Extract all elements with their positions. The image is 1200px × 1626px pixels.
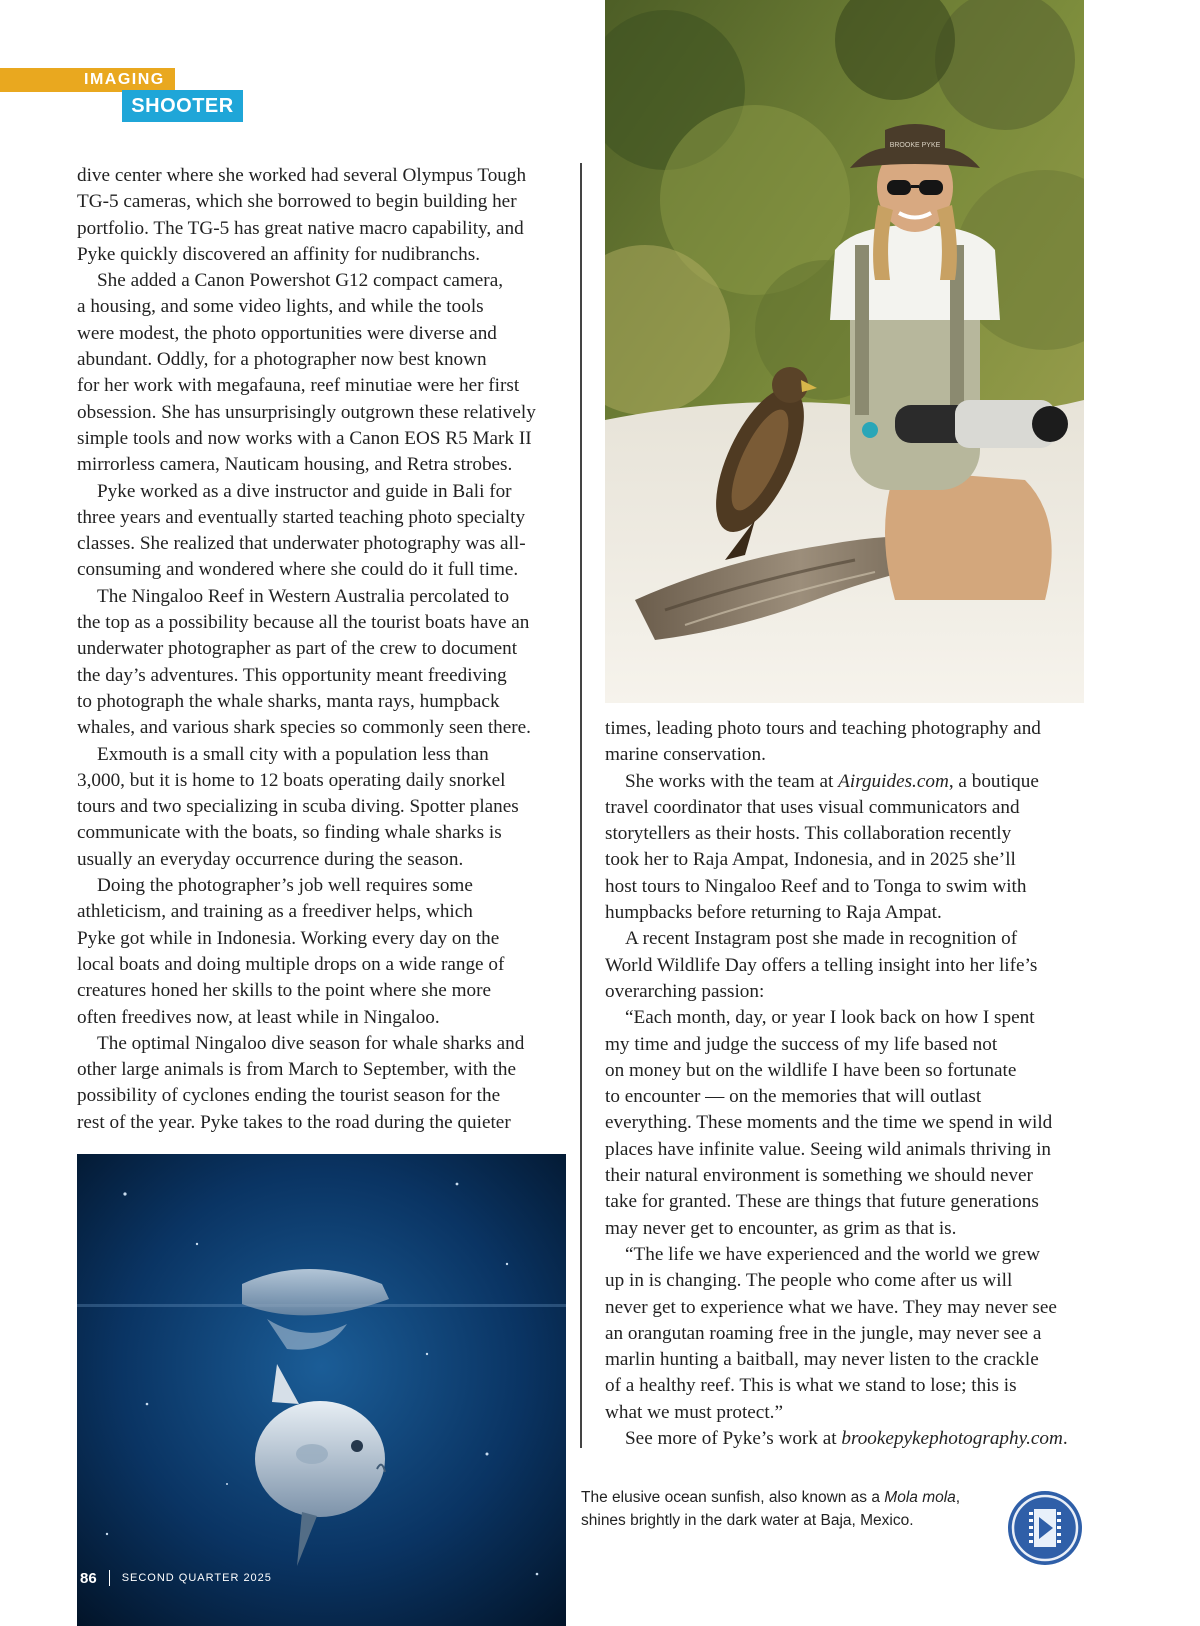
article-column-left xyxy=(77,163,577,1136)
issue-label: SECOND QUARTER 2025 xyxy=(121,1572,272,1584)
body-line: overarching passion: xyxy=(605,980,765,1002)
body-line: a housing, and some video lights, and while the tools xyxy=(77,296,484,318)
body-line: other large animals is from March to September, with the xyxy=(77,1059,517,1081)
body-line: She added a Canon Powershot G12 compact camera, xyxy=(97,270,504,292)
body-line: of a healthy reef. This is what we stand to lose; this is xyxy=(605,1375,1017,1397)
website-link[interactable]: brookepykephotography.com xyxy=(841,1428,1063,1450)
body-line: consuming and wondered where she could do it full time. xyxy=(77,559,519,581)
body-line xyxy=(605,769,1095,795)
caption-line: shines brightly in the dark water at Baja, Mexico. xyxy=(581,1512,914,1529)
body-line: the day’s adventures. This opportunity meant freediving xyxy=(77,664,507,686)
body-line: “The life we have experienced and the world we grew xyxy=(625,1243,1040,1265)
body-text: , a boutique xyxy=(948,770,1039,792)
article-column-right xyxy=(605,716,1095,1452)
body-line: A recent Instagram post she made in recognition of xyxy=(625,928,1018,950)
body-line: “Each month, day, or year I look back on how I spent xyxy=(625,1007,1035,1029)
body-line: athleticism, and training as a freediver helps, which xyxy=(77,901,473,923)
body-line: took her to Raja Ampat, Indonesia, and in 2025 she’ll xyxy=(605,849,1016,871)
body-line: an orangutan roaming free in the jungle, may never see a xyxy=(605,1322,1042,1344)
photo-caption xyxy=(581,1486,1001,1532)
body-line: for her work with megafauna, reef minutiae were her first xyxy=(77,375,520,397)
body-line: were modest, the photo opportunities were diverse and xyxy=(77,322,497,344)
footer-divider xyxy=(109,1570,110,1586)
body-line: tours and two specializing in scuba diving. Spotter planes xyxy=(77,796,519,818)
body-line: Pyke quickly discovered an affinity for nudibranchs. xyxy=(77,243,481,265)
body-line: dive center where she worked had several Olympus Tough xyxy=(77,165,527,186)
body-line xyxy=(605,1426,1095,1452)
body-line: their natural environment is something we should never xyxy=(605,1165,1033,1187)
body-line: underwater photographer as part of the crew to document xyxy=(77,638,518,660)
body-line: communicate with the boats, so finding whale sharks is xyxy=(77,822,502,844)
body-line: portfolio. The TG-5 has great native macro capability, and xyxy=(77,217,524,239)
body-line: to photograph the whale sharks, manta rays, humpback xyxy=(77,690,500,712)
body-line: my time and judge the success of my life based not xyxy=(605,1033,998,1055)
body-line: simple tools and now works with a Canon EOS R5 Mark II xyxy=(77,427,532,449)
body-line: humpbacks before returning to Raja Ampat. xyxy=(605,902,942,924)
body-line: possibility of cyclones ending the tourist season for the xyxy=(77,1085,501,1107)
page-number: 86 xyxy=(80,1569,97,1587)
body-line: marlin hunting a baitball, may never listen to the crackle xyxy=(605,1349,1039,1371)
hat-text: BROOKE PYKE xyxy=(889,142,941,149)
page-footer xyxy=(80,1568,272,1588)
body-line: up in is changing. The people who come after us will xyxy=(605,1270,1013,1292)
body-line: local boats and doing multiple drops on a wide range of xyxy=(77,953,505,975)
body-text: She works with the team at xyxy=(625,770,839,792)
body-line: mirrorless camera, Nauticam housing, and Retra strobes. xyxy=(77,454,513,476)
video-play-icon[interactable] xyxy=(1006,1489,1084,1567)
body-text: See more of Pyke’s work at xyxy=(625,1428,842,1450)
column-divider xyxy=(580,163,582,1448)
body-line: 3,000, but it is home to 12 boats operating daily snorkel xyxy=(77,769,506,791)
body-line: may never get to encounter, as grim as that is. xyxy=(605,1217,957,1239)
body-line: host tours to Ningaloo Reef and to Tonga to swim with xyxy=(605,875,1027,897)
body-line: what we must protect.” xyxy=(605,1401,783,1423)
section-tag-shooter: SHOOTER xyxy=(122,90,243,122)
body-line: The optimal Ningaloo dive season for whale sharks and xyxy=(97,1032,525,1054)
body-line: everything. These moments and the time we spend in wild xyxy=(605,1112,1053,1134)
caption-text: The elusive ocean sunfish, also known as a xyxy=(581,1489,885,1506)
body-line: on money but on the wildlife I have been so fortunate xyxy=(605,1059,1017,1081)
website-airguides: Airguides.com xyxy=(838,770,949,792)
body-line: World Wildlife Day offers a telling insight into her life’s xyxy=(605,954,1038,976)
body-line: obsession. She has unsurprisingly outgrown these relatively xyxy=(77,401,536,423)
caption-species-name: Mola mola xyxy=(884,1489,956,1506)
body-line: rest of the year. Pyke takes to the road during the quieter xyxy=(77,1111,511,1133)
body-line: take for granted. These are things that future generations xyxy=(605,1191,1039,1213)
body-line: classes. She realized that underwater photography was all- xyxy=(77,533,526,555)
body-line: Doing the photographer’s job well requires some xyxy=(97,875,473,897)
body-line: abundant. Oddly, for a photographer now best known xyxy=(77,349,487,371)
caption-line xyxy=(581,1486,1001,1509)
body-line: the top as a possibility because all the tourist boats have an xyxy=(77,612,530,634)
body-line: Pyke got while in Indonesia. Working every day on the xyxy=(77,927,500,949)
photo-ocean-sunfish xyxy=(77,1154,566,1626)
body-line: times, leading photo tours and teaching photography and xyxy=(605,718,1041,739)
photo-photographer-with-hawk xyxy=(605,0,1084,703)
body-line: travel coordinator that uses visual communicators and xyxy=(605,796,1020,818)
body-line: The Ningaloo Reef in Western Australia percolated to xyxy=(97,585,510,607)
body-line: often freedives now, at least while in Ningaloo. xyxy=(77,1006,440,1028)
body-text: . xyxy=(1062,1428,1068,1450)
body-line: three years and eventually started teaching photo specialty xyxy=(77,506,526,528)
body-line: to encounter — on the memories that will outlast xyxy=(605,1086,982,1108)
body-line: Exmouth is a small city with a population less than xyxy=(97,743,489,765)
body-line: never get to experience what we have. They may never see xyxy=(605,1296,1057,1318)
body-line: creatures honed her skills to the point where she more xyxy=(77,980,492,1002)
section-tag-imaging: IMAGING xyxy=(0,68,175,92)
caption-text: , xyxy=(955,1489,961,1506)
body-line: marine conservation. xyxy=(605,744,766,766)
body-line: usually an everyday occurrence during the season. xyxy=(77,848,464,870)
body-line: places have infinite value. Seeing wild animals thriving in xyxy=(605,1138,1051,1160)
body-line: TG-5 cameras, which she borrowed to begin building her xyxy=(77,191,517,213)
body-line: Pyke worked as a dive instructor and guide in Bali for xyxy=(97,480,512,502)
body-line: storytellers as their hosts. This collaboration recently xyxy=(605,823,1012,845)
body-line: whales, and various shark species so commonly seen there. xyxy=(77,717,531,739)
